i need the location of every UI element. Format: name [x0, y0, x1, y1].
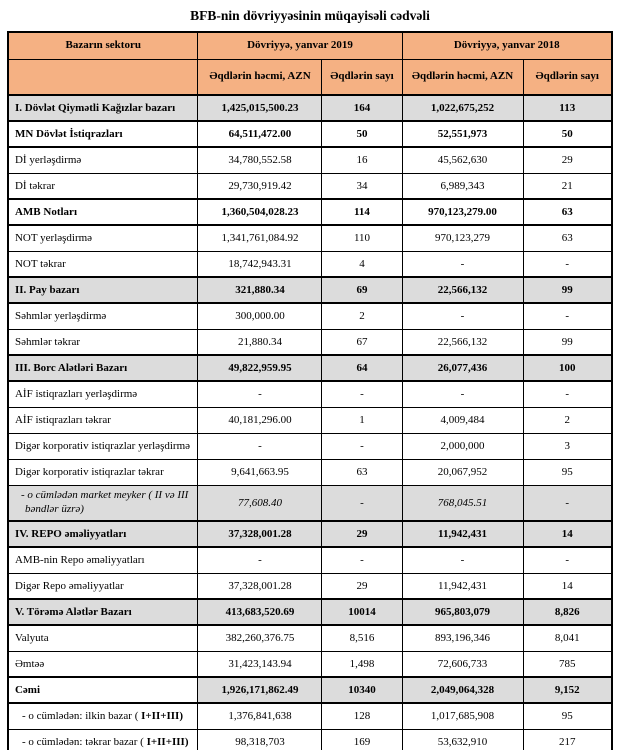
- row-label: - o cümlədən: təkrar bazar ( I+II+III): [8, 729, 198, 750]
- table-row: [8, 703, 612, 729]
- row-label: Digər korporativ istiqrazlar təkrar: [8, 459, 198, 485]
- table-row: [8, 433, 612, 459]
- page-title: BFB-nin dövriyyəsinin müqayisəli cədvəli: [190, 8, 430, 23]
- row-value: 64: [322, 355, 402, 381]
- row-label: Cəmi: [8, 677, 198, 703]
- table-row: [8, 573, 612, 599]
- row-value: 45,562,630: [402, 147, 523, 173]
- row-value: 1: [322, 407, 402, 433]
- row-label: AMB Notları: [8, 199, 198, 225]
- row-label: II. Pay bazarı: [8, 277, 198, 303]
- row-value: 110: [322, 225, 402, 251]
- row-value: 8,041: [523, 625, 612, 651]
- row-value: 11,942,431: [402, 573, 523, 599]
- row-value: 114: [322, 199, 402, 225]
- row-label: AİF istiqrazları yerləşdirmə: [8, 381, 198, 407]
- row-value: 95: [523, 703, 612, 729]
- row-value: 99: [523, 277, 612, 303]
- row-value: 22,566,132: [402, 329, 523, 355]
- row-label: Səhmlər yerləşdirmə: [8, 303, 198, 329]
- table-row: [8, 147, 612, 173]
- row-value: -: [523, 485, 612, 521]
- row-label: Digər korporativ istiqrazlar yerləşdirmə: [8, 433, 198, 459]
- row-value: 14: [523, 573, 612, 599]
- row-value: 9,641,663.95: [198, 459, 322, 485]
- row-label: Səhmlər təkrar: [8, 329, 198, 355]
- row-value: 49,822,959.95: [198, 355, 322, 381]
- row-value: 69: [322, 277, 402, 303]
- table-row: [8, 303, 612, 329]
- row-value: 768,045.51: [402, 485, 523, 521]
- row-value: 321,880.34: [198, 277, 322, 303]
- row-value: 970,123,279: [402, 225, 523, 251]
- row-value: 22,566,132: [402, 277, 523, 303]
- row-label: V. Törəmə Alətlər Bazarı: [8, 599, 198, 625]
- comparison-table: [7, 31, 613, 750]
- row-value: 95: [523, 459, 612, 485]
- table-row: [8, 625, 612, 651]
- table-row: [8, 225, 612, 251]
- row-value: 169: [322, 729, 402, 750]
- row-value: 1,017,685,908: [402, 703, 523, 729]
- row-value: 29: [322, 521, 402, 547]
- row-label: NOT təkrar: [8, 251, 198, 277]
- row-label: MN Dövlət İstiqrazları: [8, 121, 198, 147]
- row-value: 64,511,472.00: [198, 121, 322, 147]
- row-value: 9,152: [523, 677, 612, 703]
- table-row: [8, 355, 612, 381]
- row-value: -: [523, 381, 612, 407]
- row-value: 382,260,376.75: [198, 625, 322, 651]
- table-row: [8, 677, 612, 703]
- row-value: 50: [322, 121, 402, 147]
- row-value: 21,880.34: [198, 329, 322, 355]
- header-count-2019: Əqdlərin sayı: [322, 59, 402, 95]
- table-body: [8, 95, 612, 750]
- row-value: -: [402, 303, 523, 329]
- table-row: [8, 277, 612, 303]
- row-value: 37,328,001.28: [198, 573, 322, 599]
- row-label-bold-part: I+II+III): [141, 710, 183, 723]
- row-value: 98,318,703: [198, 729, 322, 750]
- row-value: 21: [523, 173, 612, 199]
- row-value: -: [523, 547, 612, 573]
- row-value: 37,328,001.28: [198, 521, 322, 547]
- row-label-bold-part: I+II+III): [146, 735, 189, 748]
- row-value: -: [402, 547, 523, 573]
- header-volume-2019: Əqdlərin həcmi, AZN: [198, 59, 322, 95]
- row-value: 63: [523, 225, 612, 251]
- row-value: 413,683,520.69: [198, 599, 322, 625]
- table-row: [8, 381, 612, 407]
- header-group-2018: Dövriyyə, yanvar 2018: [402, 32, 612, 59]
- table-row: [8, 251, 612, 277]
- table-row: [8, 521, 612, 547]
- row-value: -: [523, 303, 612, 329]
- row-value: 3: [523, 433, 612, 459]
- table-header: [8, 32, 612, 95]
- row-value: 11,942,431: [402, 521, 523, 547]
- table-row: [8, 729, 612, 750]
- row-value: 31,423,143.94: [198, 651, 322, 677]
- row-value: 72,606,733: [402, 651, 523, 677]
- row-value: 16: [322, 147, 402, 173]
- row-value: -: [198, 433, 322, 459]
- row-value: 2: [523, 407, 612, 433]
- row-label: - o cümlədən market meyker ( II və III bəndlər üzrə): [8, 485, 198, 521]
- row-value: 34: [322, 173, 402, 199]
- row-value: -: [322, 433, 402, 459]
- row-value: 2,000,000: [402, 433, 523, 459]
- row-value: 965,803,079: [402, 599, 523, 625]
- table-row: [8, 651, 612, 677]
- row-label: Dİ yerləşdirmə: [8, 147, 198, 173]
- header-sector: Bazarın sektoru: [8, 32, 198, 59]
- row-value: 6,989,343: [402, 173, 523, 199]
- row-value: 217: [523, 729, 612, 750]
- header-group-row: [8, 32, 612, 59]
- row-label: Əmtəə: [8, 651, 198, 677]
- row-value: 1,022,675,252: [402, 95, 523, 121]
- row-value: -: [322, 547, 402, 573]
- table-row: [8, 173, 612, 199]
- row-value: 2,049,064,328: [402, 677, 523, 703]
- row-label: AMB-nin Repo əməliyyatları: [8, 547, 198, 573]
- row-label: IV. REPO əməliyyatları: [8, 521, 198, 547]
- header-volume-2018: Əqdlərin həcmi, AZN: [402, 59, 523, 95]
- row-label: III. Borc Alətləri Bazarı: [8, 355, 198, 381]
- row-value: 99: [523, 329, 612, 355]
- row-value: 300,000.00: [198, 303, 322, 329]
- row-value: 1,926,171,862.49: [198, 677, 322, 703]
- row-value: 77,608.40: [198, 485, 322, 521]
- row-value: 970,123,279.00: [402, 199, 523, 225]
- row-value: 4: [322, 251, 402, 277]
- row-label: Valyuta: [8, 625, 198, 651]
- header-group-2019: Dövriyyə, yanvar 2019: [198, 32, 402, 59]
- row-value: 128: [322, 703, 402, 729]
- table-row: [8, 95, 612, 121]
- row-value: -: [322, 485, 402, 521]
- header-count-2018: Əqdlərin sayı: [523, 59, 612, 95]
- row-value: 67: [322, 329, 402, 355]
- row-value: 8,826: [523, 599, 612, 625]
- header-empty-cell: [8, 59, 198, 95]
- table-row: [8, 599, 612, 625]
- row-value: 29: [523, 147, 612, 173]
- row-value: 29: [322, 573, 402, 599]
- row-value: 4,009,484: [402, 407, 523, 433]
- row-value: 1,376,841,638: [198, 703, 322, 729]
- row-value: 29,730,919.42: [198, 173, 322, 199]
- table-row: [8, 459, 612, 485]
- row-label: Dİ təkrar: [8, 173, 198, 199]
- row-value: 18,742,943.31: [198, 251, 322, 277]
- row-value: -: [523, 251, 612, 277]
- table-row: [8, 199, 612, 225]
- row-label: NOT yerləşdirmə: [8, 225, 198, 251]
- row-value: -: [402, 251, 523, 277]
- row-value: 63: [322, 459, 402, 485]
- row-value: 10014: [322, 599, 402, 625]
- row-value: 53,632,910: [402, 729, 523, 750]
- row-value: 113: [523, 95, 612, 121]
- row-value: -: [198, 381, 322, 407]
- table-row: [8, 485, 612, 521]
- row-value: -: [402, 381, 523, 407]
- row-value: 10340: [322, 677, 402, 703]
- row-value: 1,341,761,084.92: [198, 225, 322, 251]
- row-value: 1,425,015,500.23: [198, 95, 322, 121]
- row-value: 20,067,952: [402, 459, 523, 485]
- row-value: 1,360,504,028.23: [198, 199, 322, 225]
- row-value: 893,196,346: [402, 625, 523, 651]
- row-value: 8,516: [322, 625, 402, 651]
- row-value: 63: [523, 199, 612, 225]
- table-row: [8, 407, 612, 433]
- row-value: 1,498: [322, 651, 402, 677]
- row-value: 164: [322, 95, 402, 121]
- table-row: [8, 329, 612, 355]
- row-value: 34,780,552.58: [198, 147, 322, 173]
- row-label: - o cümlədən: ilkin bazar ( I+II+III): [8, 703, 198, 729]
- row-label: Digər Repo əməliyyatlar: [8, 573, 198, 599]
- table-row: [8, 547, 612, 573]
- row-label: AİF istiqrazları təkrar: [8, 407, 198, 433]
- row-value: 50: [523, 121, 612, 147]
- row-value: -: [198, 547, 322, 573]
- row-value: 100: [523, 355, 612, 381]
- row-value: 785: [523, 651, 612, 677]
- header-sub-row: [8, 59, 612, 95]
- row-value: 14: [523, 521, 612, 547]
- row-value: 40,181,296.00: [198, 407, 322, 433]
- table-row: [8, 121, 612, 147]
- row-value: 26,077,436: [402, 355, 523, 381]
- row-value: 52,551,973: [402, 121, 523, 147]
- row-value: 2: [322, 303, 402, 329]
- row-label: I. Dövlət Qiymətli Kağızlar bazarı: [8, 95, 198, 121]
- row-value: -: [322, 381, 402, 407]
